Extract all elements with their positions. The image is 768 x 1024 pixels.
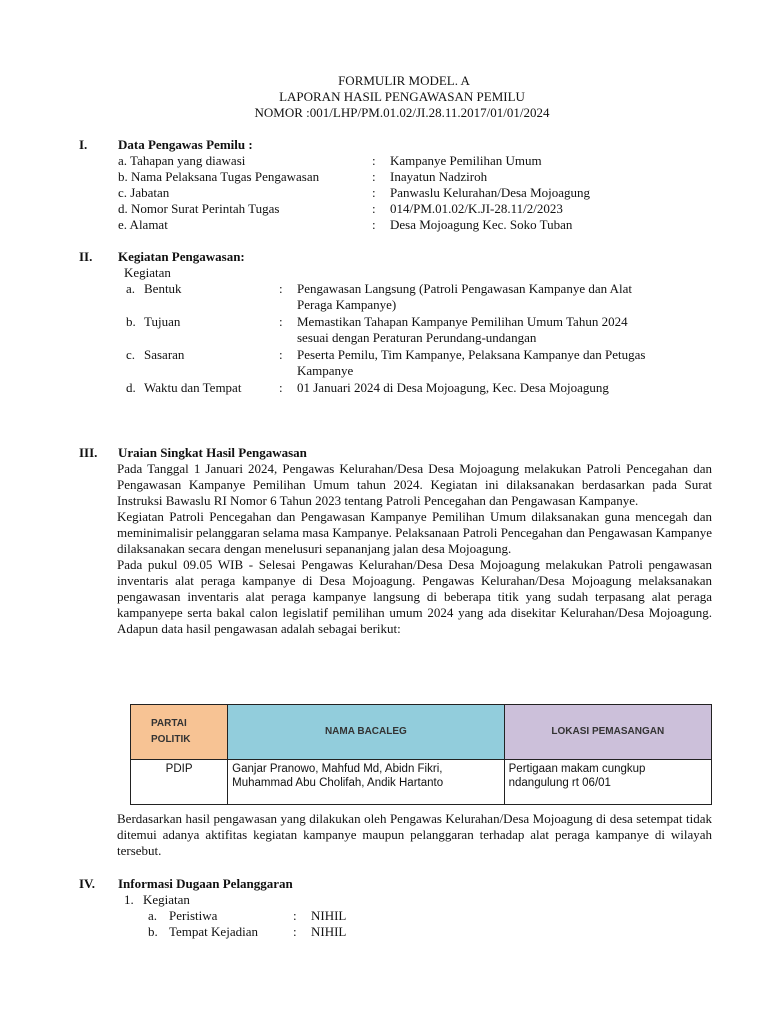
item-separator: : (279, 380, 283, 395)
conclusion-paragraph: Berdasarkan hasil pengawasan yang dilakukan oleh Pengawas Kelurahan/Desa Mojoagung di desa setempat tidak ditemui adanya aktifitas kegiatan kampanye maupun pelanggaran terhadap alat peraga kampanye di wilayah tersebut. (117, 811, 712, 858)
cell-names: Ganjar Pranowo, Mahfud Md, Abidn Fikri, Muhammad Abu Cholifah, Andik Hartanto (228, 760, 504, 805)
item-label: Waktu dan Tempat (144, 380, 242, 395)
summary-paragraph-1: Pada Tanggal 1 Januari 2024, Pengawas Kelurahan/Desa Desa Mojoagung melakukan Patroli Pencegahan dan Pengawasan Kampanye Pemilihan Umum tahun 2024. Kegiatan ini dilaksanakan berdasarkan pada Surat Instruksi Bawaslu RI Nomor 6 Tahun 2023 tentang Patroli Pencegahan dan Pengawasan Kampanye. (117, 461, 712, 508)
item-separator: : (279, 347, 283, 362)
field-separator: : (372, 185, 376, 200)
header-lokasi-pemasangan: LOKASI PEMASANGAN (504, 705, 711, 760)
section-1-number: I. (79, 137, 88, 152)
item-value-cont: sesuai dengan Peraturan Perundang-undangan (297, 330, 537, 345)
item-value: Peserta Pemilu, Tim Kampanye, Pelaksana Kampanye dan Petugas (297, 347, 646, 362)
item-value: NIHIL (311, 908, 347, 923)
field-separator: : (372, 169, 376, 184)
inventory-table (130, 704, 712, 805)
report-title: LAPORAN HASIL PENGAWASAN PEMILU (279, 89, 525, 104)
table-header-row (131, 705, 712, 760)
item-letter: b. (148, 924, 158, 939)
item-label: Peristiwa (169, 908, 218, 923)
item-separator: : (279, 281, 283, 296)
field-value: Inayatun Nadziroh (390, 169, 488, 184)
item-separator: : (293, 924, 297, 939)
summary-paragraph-2: Kegiatan Patroli Pencegahan dan Pengawasan Kampanye Pemilihan Umum dilaksanakan guna mencegah dan meminimalisir pelanggaran selama masa Kampanye. Pelaksanaan Patroli Pencegahan dan Pengawasan Kampanye dilaksanakan secara dengan menelusuri sepananjang jalan desa Mojoagung. (117, 509, 712, 556)
sub-item-title: Kegiatan (143, 892, 190, 907)
item-value-cont: Kampanye (297, 363, 354, 378)
field-label: c. Jabatan (118, 185, 170, 200)
item-letter: c. (126, 347, 136, 362)
item-value: Memastikan Tahapan Kampanye Pemilihan Umum Tahun 2024 (297, 314, 628, 329)
item-label: Tempat Kejadian (169, 924, 258, 939)
item-separator: : (279, 314, 283, 329)
summary-paragraph-3: Pada pukul 09.05 WIB - Selesai Pengawas Kelurahan/Desa Desa Mojoagung melakukan Patroli pengawasan inventaris alat peraga kampanye di Desa Mojoagung. Pengawas Kelurahan/Desa Mojoagung melaksanakan pengawasan inventaris alat peraga kampanye langsung di beberapa titik yang sudah terpasang alat peraga kampanyepe serta bakal calon legislatif pemilihan umum 2024 yang ada disekitar Kelurahan/Desa Mojoagung. Adapun data hasil pengawasan adalah sebagai berikut: (117, 557, 712, 636)
item-value: Pengawasan Langsung (Patroli Pengawasan Kampanye dan Alat (297, 281, 633, 296)
item-value-cont: Peraga Kampanye) (297, 297, 397, 312)
item-label: Tujuan (144, 314, 181, 329)
field-value: Panwaslu Kelurahan/Desa Mojoagung (390, 185, 591, 200)
field-value: 014/PM.01.02/K.JI-28.11/2/2023 (390, 201, 563, 216)
section-2-title: Kegiatan Pengawasan: (118, 249, 245, 264)
cell-location: Pertigaan makam cungkup ndangulung rt 06/01 (504, 760, 711, 805)
sub-item-number: 1. (124, 892, 134, 907)
cell-party: PDIP (131, 760, 228, 805)
section-2-subtitle: Kegiatan (124, 265, 171, 280)
item-label: Sasaran (144, 347, 185, 362)
summary-paragraphs (117, 461, 712, 637)
item-separator: : (293, 908, 297, 923)
item-value: NIHIL (311, 924, 347, 939)
field-separator: : (372, 153, 376, 168)
section-1-title: Data Pengawas Pemilu : (118, 137, 253, 152)
form-model-title: FORMULIR MODEL. A (338, 73, 470, 88)
header-partai-politik: PARTAI POLITIK (131, 705, 228, 760)
field-label: d. Nomor Surat Perintah Tugas (118, 201, 280, 216)
section-4-number: IV. (79, 876, 96, 891)
section-3-title: Uraian Singkat Hasil Pengawasan (118, 445, 307, 460)
item-letter: a. (126, 281, 136, 296)
field-value: Kampanye Pemilihan Umum (390, 153, 542, 168)
item-letter: a. (148, 908, 158, 923)
item-label: Bentuk (144, 281, 182, 296)
item-letter: d. (126, 380, 136, 395)
item-letter: b. (126, 314, 136, 329)
field-separator: : (372, 201, 376, 216)
section-3-number: III. (79, 445, 98, 460)
header-nama-bacaleg: NAMA BACALEG (228, 705, 504, 760)
item-value: 01 Januari 2024 di Desa Mojoagung, Kec. Desa Mojoagung (297, 380, 609, 395)
field-value: Desa Mojoagung Kec. Soko Tuban (390, 217, 573, 232)
field-label: e. Alamat (118, 217, 168, 232)
conclusion-paragraph-block (117, 811, 712, 859)
document-header (0, 73, 768, 121)
report-number: NOMOR :001/LHP/PM.01.02/JI.28.11.2017/01/01/2024 (254, 105, 550, 120)
section-4-title: Informasi Dugaan Pelanggaran (118, 876, 293, 891)
section-2-number: II. (79, 249, 93, 264)
field-label: a. Tahapan yang diawasi (118, 153, 246, 168)
field-label: b. Nama Pelaksana Tugas Pengawasan (118, 169, 320, 184)
table-row (131, 760, 712, 805)
field-separator: : (372, 217, 376, 232)
